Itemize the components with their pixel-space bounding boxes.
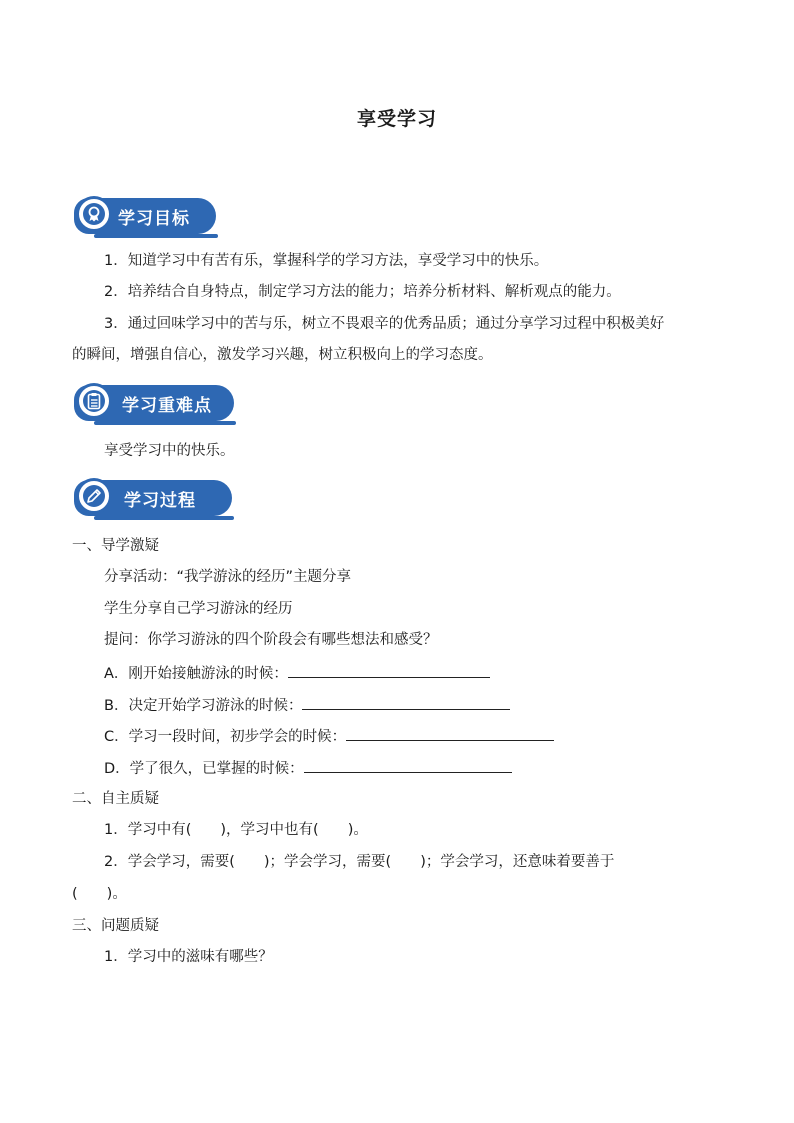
- part2-question-1: 1．学习中有( )，学习中也有( )。: [104, 822, 368, 838]
- answer-blank[interactable]: [304, 757, 512, 773]
- answer-blank[interactable]: [302, 694, 510, 710]
- option-d: D．学了很久，已掌握的时候：: [104, 757, 512, 779]
- part1-activity: 分享活动：“我学游泳的经历”主题分享: [104, 569, 352, 585]
- objective-item-1: 1．知道学习中有苦有乐，掌握科学的学习方法，享受学习中的快乐。: [104, 253, 549, 269]
- section-badge-process: [74, 476, 236, 520]
- section-badge-objectives: [74, 194, 220, 238]
- objective-item-3: 3．通过回味学习中的苦与乐，树立不畏艰辛的优秀品质；通过分享学习过程中积极美好: [104, 316, 665, 332]
- option-a: A．刚开始接触游泳的时候：: [104, 662, 490, 684]
- section-heading: 学习重难点: [122, 396, 212, 416]
- part2-question-2-cont: ( )。: [72, 886, 127, 902]
- objective-item-3-cont: 的瞬间，增强自信心，激发学习兴趣，树立积极向上的学习态度。: [72, 347, 493, 363]
- answer-blank[interactable]: [288, 662, 490, 678]
- key-point-text: 享受学习中的快乐。: [104, 443, 235, 459]
- part1-question: 提问：你学习游泳的四个阶段会有哪些想法和感受？: [104, 632, 438, 648]
- section-badge-key-points: [74, 381, 238, 425]
- part2-question-2: 2．学会学习，需要( )；学会学习，需要( )；学会学习，还意味着要善于: [104, 854, 615, 870]
- part1-student: 学生分享自己学习游泳的经历: [104, 601, 293, 617]
- part3-question-1: 1．学习中的滋味有哪些？: [104, 949, 273, 965]
- section-heading: 学习目标: [118, 209, 190, 229]
- part2-title: 二、自主质疑: [72, 791, 159, 807]
- option-b: B．决定开始学习游泳的时候：: [104, 694, 510, 716]
- section-heading: 学习过程: [124, 491, 196, 511]
- option-c: C．学习一段时间，初步学会的时候：: [104, 725, 554, 747]
- clipboard-checklist-icon: [76, 383, 112, 419]
- answer-blank[interactable]: [346, 725, 554, 741]
- award-ribbon-icon: [76, 196, 112, 232]
- document-title: 享受学习: [356, 108, 437, 130]
- pencil-edit-icon: [76, 478, 112, 514]
- objective-item-2: 2．培养结合自身特点，制定学习方法的能力；培养分析材料、解析观点的能力。: [104, 284, 621, 300]
- part3-title: 三、问题质疑: [72, 918, 159, 934]
- part1-title: 一、导学激疑: [72, 538, 159, 554]
